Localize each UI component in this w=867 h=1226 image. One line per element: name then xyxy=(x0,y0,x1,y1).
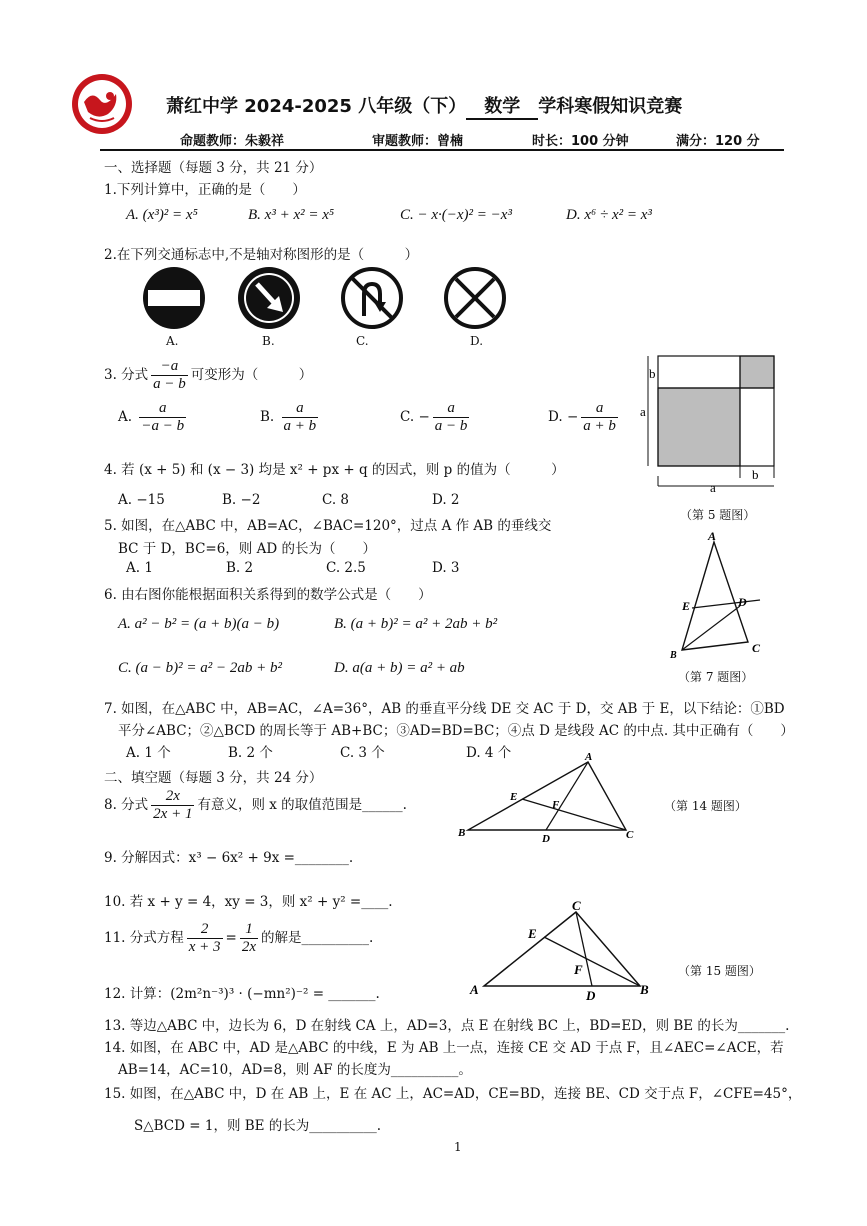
q1-option-a: A. (x³)² = x⁵ xyxy=(126,207,198,223)
fig14-label-F: F xyxy=(552,799,560,811)
q3-option-a-frac xyxy=(139,400,186,435)
q8-den: 2x + 1 xyxy=(153,806,193,822)
q7-option-a: A. 1 个 xyxy=(126,745,171,761)
q5-option-a: A. 1 xyxy=(126,560,153,576)
q3-fraction-num: −a xyxy=(151,358,188,376)
fig5-a-side: a xyxy=(640,404,646,419)
fig5-area-diagram xyxy=(636,352,786,498)
q6-option-c: C. (a − b)² = a² − 2ab + b² xyxy=(118,660,282,676)
q3-option-d-num: a xyxy=(581,400,618,418)
fig5-caption: （第 5 题图） xyxy=(680,508,756,522)
fig7-label-C: C xyxy=(752,641,761,655)
subject: 数学 xyxy=(484,96,521,117)
fig5-b-bottom: b xyxy=(752,467,759,482)
reviewer-info: 审题教师：曾楠 xyxy=(372,134,464,149)
fig15-label-B: B xyxy=(640,982,649,997)
fig15-label-A: A xyxy=(470,982,479,997)
q14-line1: 14. 如图，在 ABC 中，AD 是△ABC 的中线，E 为 AB 上一点，连接 CE 交 AD 于点 F，且∠AEC=∠ACE，若 xyxy=(104,1040,784,1056)
q3-option-c xyxy=(400,400,472,435)
fig7-label-A: A xyxy=(708,529,717,543)
q7-option-b: B. 2 个 xyxy=(228,745,273,761)
q4-stem: 4. 若 (x + 5) 和 (x − 3) 均是 x² + px + q 的因式，则 p 的值为（ ） xyxy=(104,462,565,478)
q3-option-c-num: a xyxy=(433,400,470,418)
fig7-label-B: B xyxy=(670,650,677,658)
q11-frac-right xyxy=(240,921,258,956)
q11-eq: = xyxy=(225,930,237,946)
fig15-label-E: E xyxy=(528,926,537,941)
subject-blank xyxy=(466,92,538,120)
q8 xyxy=(104,788,407,823)
score-info: 满分：120 分 xyxy=(676,134,760,149)
q11-n1: 2 xyxy=(187,921,223,939)
school-logo xyxy=(70,72,134,136)
q3-option-a-label: A. xyxy=(118,409,133,425)
q3-option-a-den: −a − b xyxy=(141,418,185,434)
q3-fraction-den: a − b xyxy=(153,376,186,392)
fig14-label-B: B xyxy=(458,827,466,839)
fig15-caption: （第 15 题图） xyxy=(678,964,761,978)
q3-stem xyxy=(104,358,312,393)
q8-pre: 8. 分式 xyxy=(104,797,149,813)
q3-option-d-label: D. xyxy=(548,409,563,425)
fig7-triangle xyxy=(666,528,776,658)
section2-heading: 二、填空题（每题 3 分，共 24 分） xyxy=(104,770,323,786)
q10: 10. 若 x + y = 4，xy = 3，则 x² + y² =____. xyxy=(104,894,393,910)
q11-pre: 11. 分式方程 xyxy=(104,930,184,946)
q4-option-b: B. −2 xyxy=(222,492,261,508)
q3-option-d xyxy=(548,400,621,435)
q2-sign-a xyxy=(142,266,206,330)
q6-stem: 6. 由右图你能根据面积关系得到的数学公式是（ ） xyxy=(104,587,432,603)
q5-line2: BC 于 D，BC=6，则 AD 的长为（ ） xyxy=(118,541,376,557)
fig5-a-bottom: a xyxy=(710,480,716,495)
q3-fraction xyxy=(151,358,188,393)
q1-option-b: B. x³ + x² = x⁵ xyxy=(248,207,335,223)
title-school-grade: 萧红中学 2024-2025 八年级（下） xyxy=(166,96,467,117)
q14-line2: AB=14，AC=10，AD=8，则 AF 的长度为__________。 xyxy=(118,1062,472,1078)
q8-fraction xyxy=(151,788,194,823)
fig14-label-C: C xyxy=(626,829,634,841)
q11-n2: 1 xyxy=(240,921,258,939)
q1-option-d: D. x⁶ ÷ x² = x³ xyxy=(566,207,652,223)
q3-option-c-label: C. xyxy=(400,409,415,425)
q3-option-d-den: a + b xyxy=(583,418,616,434)
fig14-label-E: E xyxy=(510,791,518,803)
q9: 9. 分解因式：x³ − 6x² + 9x =________. xyxy=(104,850,354,866)
fig7-label-D: D xyxy=(738,595,747,609)
q2-label-a: A. xyxy=(166,334,179,348)
q2-sign-c xyxy=(340,266,404,330)
q6-option-d: D. a(a + b) = a² + ab xyxy=(334,660,465,676)
q4-option-a: A. −15 xyxy=(118,492,165,508)
page-number: 1 xyxy=(454,1140,462,1154)
q3-option-a-num: a xyxy=(139,400,186,418)
q2-sign-b xyxy=(237,266,301,330)
author-info: 命题教师：朱毅祥 xyxy=(180,134,285,149)
q11 xyxy=(104,921,373,956)
exam-title xyxy=(166,92,682,120)
q8-num: 2x xyxy=(151,788,194,806)
q1-stem: 1.下列计算中，正确的是（ ） xyxy=(104,182,306,198)
q11-d2: 2x xyxy=(241,939,257,955)
q11-frac-left xyxy=(187,921,223,956)
q7-line2: 平分∠ABC；②△BCD 的周长等于 AB+BC；③AD=BD=BC；④点 D 是线段 AC 的中点. 其中正确有（ ） xyxy=(118,723,794,739)
q4-option-c: C. 8 xyxy=(322,492,350,508)
q13: 13. 等边△ABC 中，边长为 6，D 在射线 CA 上，AD=3，点 E 在射线 BC 上，BD=ED，则 BE 的长为_______. xyxy=(104,1018,790,1034)
fig15-label-F: F xyxy=(574,962,583,977)
q2-label-b: B. xyxy=(262,334,275,348)
q2-label-c: C. xyxy=(356,334,369,348)
q3-option-d-sign: − xyxy=(566,409,579,425)
q15-line2: S△BCD = 1，则 BE 的长为__________. xyxy=(134,1118,382,1134)
q3-option-b-label: B. xyxy=(260,409,275,425)
q3-option-c-den: a − b xyxy=(434,418,468,434)
fig15-label-C: C xyxy=(572,898,581,913)
q5-option-d: D. 3 xyxy=(432,560,460,576)
q8-post: 有意义，则 x 的取值范围是______. xyxy=(197,797,407,813)
q2-stem: 2.在下列交通标志中,不是轴对称图形的是（ ） xyxy=(104,247,419,263)
q3-stem-pre: 3. 分式 xyxy=(104,367,149,383)
q12: 12. 计算：(2m²n⁻³)³ · (−mn²)⁻² = _______. xyxy=(104,986,380,1002)
q3-option-b-den: a + b xyxy=(283,418,317,434)
q3-option-b xyxy=(260,400,321,435)
fig14-label-D: D xyxy=(542,833,550,845)
q3-option-b-num: a xyxy=(282,400,319,418)
fig5-b-side: b xyxy=(649,366,656,381)
q3-option-c-sign: − xyxy=(418,409,430,425)
q3-stem-post: 可变形为（ ） xyxy=(190,367,313,383)
fig15-triangle xyxy=(464,896,664,1004)
q7-option-c: C. 3 个 xyxy=(340,745,385,761)
q3-option-b-frac xyxy=(282,400,319,435)
q6-option-b: B. (a + b)² = a² + 2ab + b² xyxy=(334,616,498,632)
fig15-label-D: D xyxy=(586,988,596,1003)
q5-option-b: B. 2 xyxy=(226,560,254,576)
q11-d1: x + 3 xyxy=(188,939,221,955)
fig7-caption: （第 7 题图） xyxy=(678,670,754,684)
section1-heading: 一、选择题（每题 3 分，共 21 分） xyxy=(104,160,323,176)
q3-option-a xyxy=(118,400,189,435)
q2-sign-d xyxy=(443,266,507,330)
fig14-label-A: A xyxy=(585,751,593,763)
q3-option-d-frac xyxy=(581,400,618,435)
title-contest: 学科寒假知识竞赛 xyxy=(538,96,683,117)
fig7-label-E: E xyxy=(682,599,691,613)
q5-line1: 5. 如图，在△ABC 中，AB=AC，∠BAC=120°，过点 A 作 AB 的垂线交 xyxy=(104,518,552,534)
q2-label-d: D. xyxy=(470,334,484,348)
q7-line1: 7. 如图，在△ABC 中，AB=AC，∠A=36°，AB 的垂直平分线 DE 交 AC 于 D，交 AB 于 E，以下结论：①BD xyxy=(104,701,785,717)
q7-option-d: D. 4 个 xyxy=(466,745,512,761)
fig14-caption: （第 14 题图） xyxy=(664,799,747,813)
header-rule xyxy=(100,149,784,151)
q15-line1: 15. 如图，在△ABC 中，D 在 AB 上，E 在 AC 上，AC=AD，CE=BD，连接 BE、CD 交于点 F，∠CFE=45°， xyxy=(104,1086,802,1102)
q4-option-d: D. 2 xyxy=(432,492,460,508)
q5-option-c: C. 2.5 xyxy=(326,560,366,576)
q6-option-a: A. a² − b² = (a + b)(a − b) xyxy=(118,616,280,632)
duration-info: 时长：100 分钟 xyxy=(532,134,629,149)
fig14-triangle xyxy=(454,750,644,846)
q3-option-c-frac xyxy=(433,400,470,435)
q1-option-c: C. − x·(−x)² = −x³ xyxy=(400,207,512,223)
q11-post: 的解是__________. xyxy=(261,930,374,946)
